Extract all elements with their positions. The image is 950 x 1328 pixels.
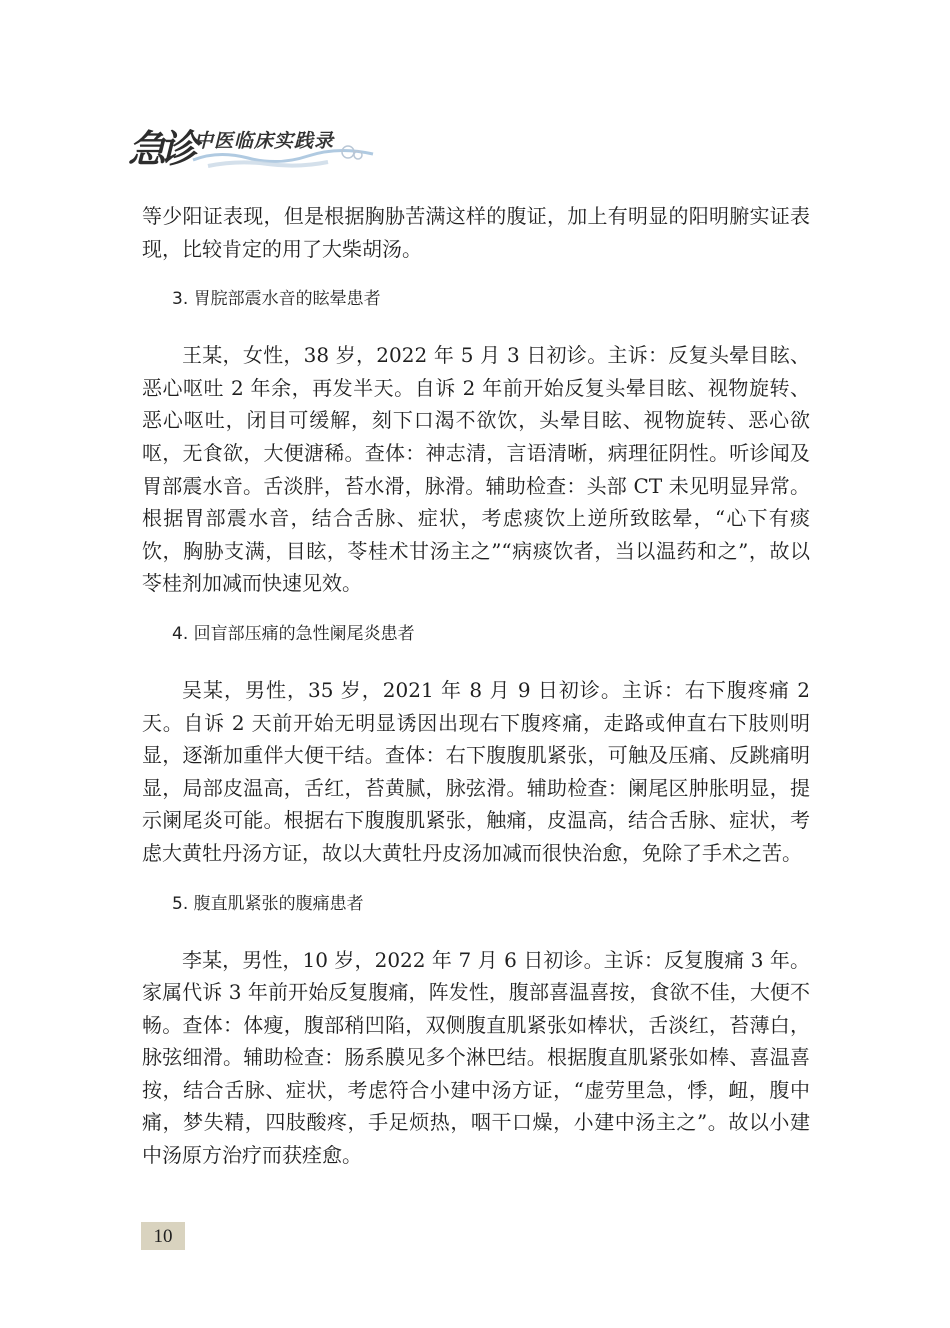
- paragraph-case-4: 吴某，男性，35 岁，2021 年 8 月 9 日初诊。主诉：右下腹疼痛 2 天。自诉 2 天前开始无明显诱因出现右下腹疼痛，走路或伸直右下肢则明显，逐渐加重伴大便干结。查体：右下腹腹肌紧张，可触及压痛、反跳痛明显，局部皮温高，舌红，苔黄腻，脉弦滑。辅助检查：阑尾区肿胀明显，提示阑尾炎可能。根据右下腹腹肌紧张，触痛，皮温高，结合舌脉、症状，考虑大黄牡丹汤方证，故以大黄牡丹皮汤加减而很快治愈，免除了手术之苦。: [142, 677, 810, 865]
- section-heading-5: 5. 腹直肌紧张的腹痛患者: [172, 893, 364, 914]
- header-logo-small: 中医临床实践录: [194, 130, 335, 152]
- paragraph-case-3: 王某，女性，38 岁，2022 年 5 月 3 日初诊。主诉：反复头晕目眩、恶心呕吐 2 年余，再发半天。自诉 2 年前开始反复头晕目眩、视物旋转、恶心呕吐，闭目可缓解，刻下口渴不欲饮，头晕目眩、视物旋转、恶心欲呕，无食欲，大便溏稀。查体：神志清，言语清晰，病理征阴性。听诊闻及胃部震水音。舌淡胖，苔水滑，脉滑。辅助检查：头部 CT 未见明显异常。根据胃部震水音，结合舌脉、症状，考虑痰饮上逆所致眩晕，“心下有痰饮，胸胁支满，目眩，苓桂术甘汤主之”“病痰饮者，当以温药和之”，故以苓桂剂加减而快速见效。: [142, 343, 810, 596]
- section-heading-3: 3. 胃脘部震水音的眩晕患者: [172, 289, 381, 310]
- book-header-logo: [128, 112, 368, 172]
- paragraph-continued: 等少阳证表现，但是根据胸胁苦满这样的腹证，加上有明显的阳明腑实证表现，比较肯定的用了大柴胡汤。: [142, 204, 810, 261]
- section-heading-4: 4. 回盲部压痛的急性阑尾炎患者: [172, 623, 415, 644]
- cloud-ornament-icon: [188, 142, 378, 172]
- page-number: 10: [141, 1222, 185, 1250]
- paragraph-case-5: 李某，男性，10 岁，2022 年 7 月 6 日初诊。主诉：反复腹痛 3 年。家属代诉 3 年前开始反复腹痛，阵发性，腹部喜温喜按，食欲不佳，大便不畅。查体：体瘦，腹部稍凹陷，双侧腹直肌紧张如棒状，舌淡红，苔薄白，脉弦细滑。辅助检查：肠系膜见多个淋巴结。根据腹直肌紧张如棒、喜温喜按，结合舌脉、症状，考虑符合小建中汤方证，“虚劳里急，悸，衄，腹中痛，梦失精，四肢酸疼，手足烦热，咽干口燥，小建中汤主之”。故以小建中汤原方治疗而获痊愈。: [142, 947, 810, 1168]
- header-logo-big: 急诊: [128, 126, 193, 171]
- page-content: [142, 200, 810, 1172]
